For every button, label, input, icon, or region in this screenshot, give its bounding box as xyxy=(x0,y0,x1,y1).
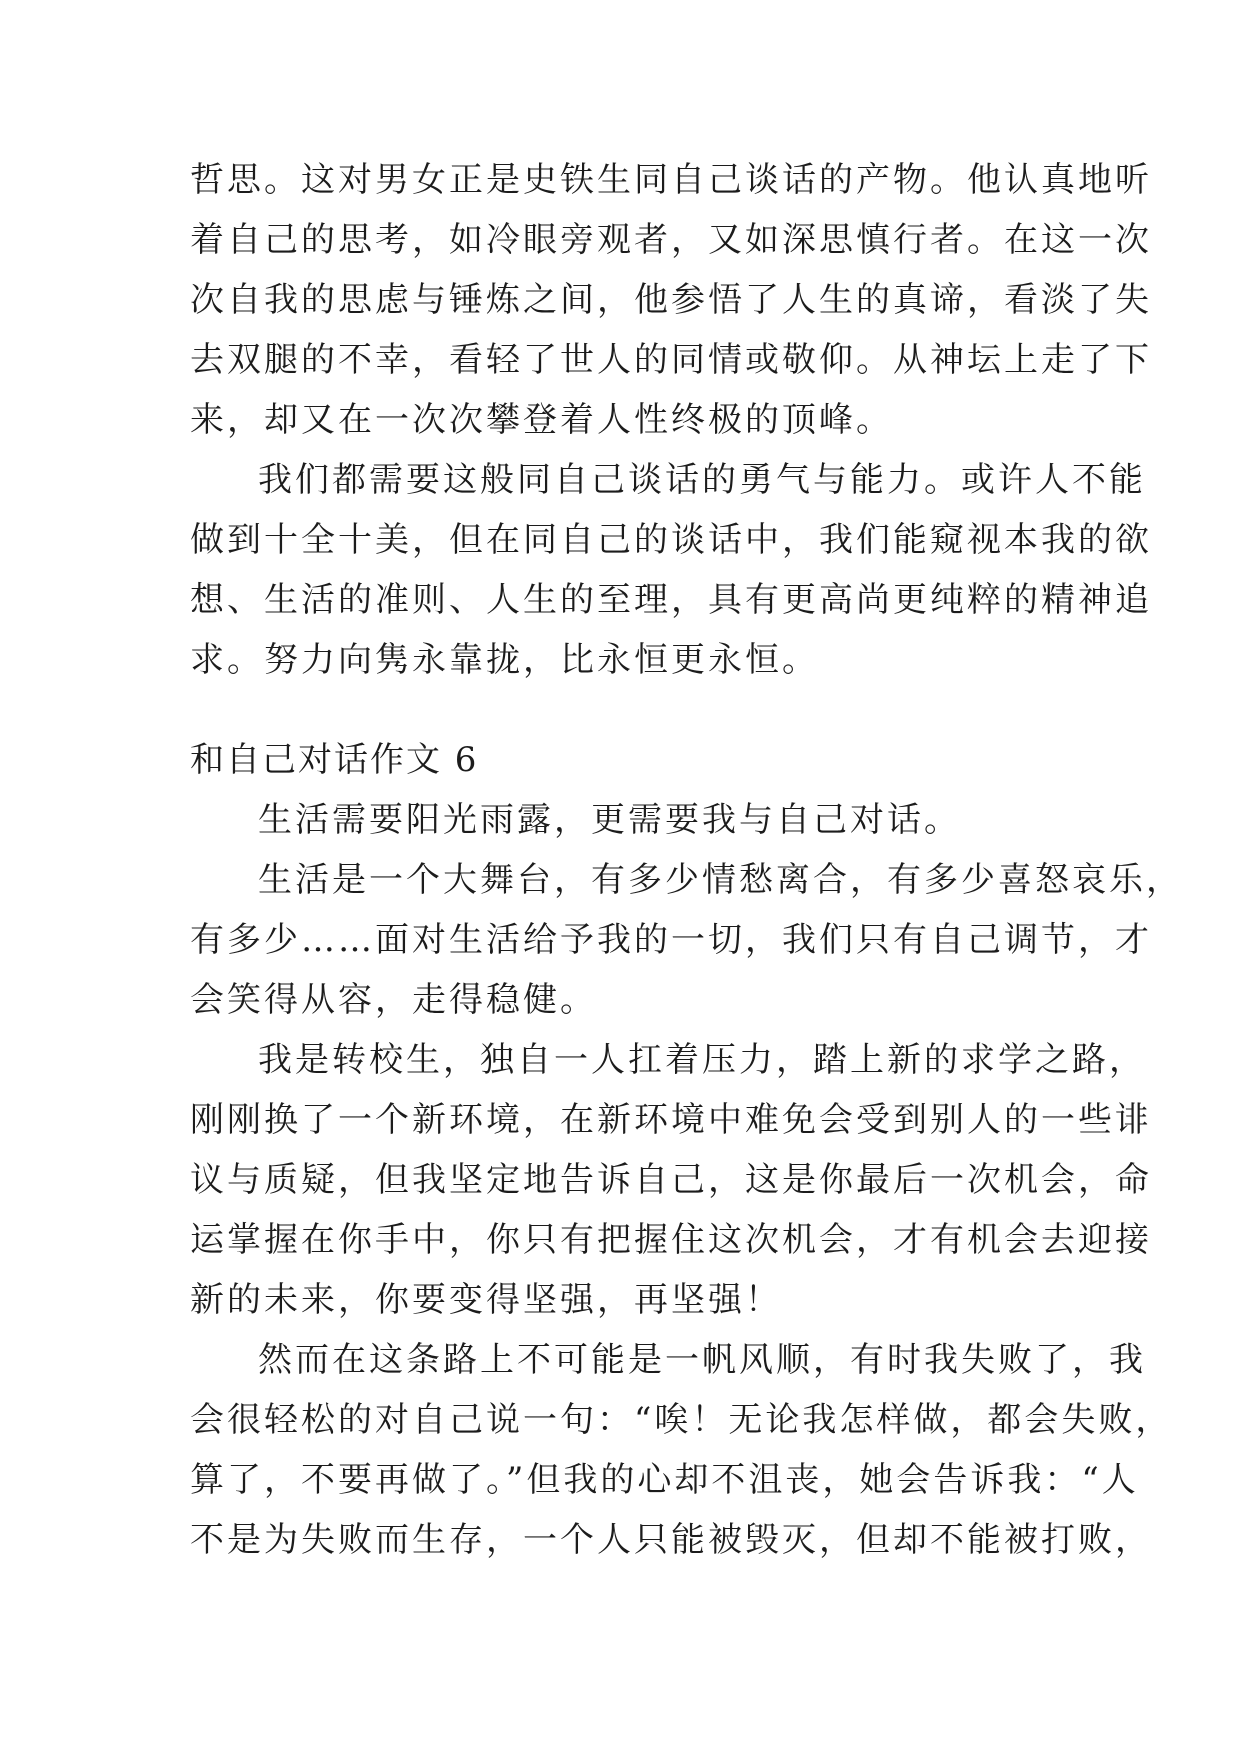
text-line: 做到十全十美，但在同自己的谈话中，我们能窥视本我的欲 xyxy=(190,520,1152,560)
text-line: 新的未来，你要变得坚强，再坚强！ xyxy=(190,1280,782,1320)
section-gap xyxy=(190,690,1050,730)
text-line: 想、生活的准则、人生的至理，具有更高尚更纯粹的精神追 xyxy=(190,580,1152,620)
text-line: 算了，不要再做了。”但我的心却不沮丧，她会告诉我：“人 xyxy=(190,1460,1139,1500)
text-line: 哲思。这对男女正是史铁生同自己谈话的产物。他认真地听 xyxy=(190,160,1152,200)
text-line: 去双腿的不幸，看轻了世人的同情或敬仰。从神坛上走了下 xyxy=(190,340,1152,380)
text-line: 求。努力向隽永靠拢，比永恒更永恒。 xyxy=(190,640,819,680)
text-line: 我们都需要这般同自己谈话的勇气与能力。或许人不能 xyxy=(258,460,1146,500)
paragraph-4 xyxy=(190,850,1183,1030)
paragraph-5 xyxy=(190,1030,1152,1330)
text-line: 生活需要阳光雨露，更需要我与自己对话。 xyxy=(258,800,961,840)
paragraph-3 xyxy=(190,790,1050,850)
text-line: 会很轻松的对自己说一句：“唉！无论我怎样做，都会失败， xyxy=(190,1400,1173,1440)
text-line: 次自我的思虑与锤炼之间，他参悟了人生的真谛，看淡了失 xyxy=(190,280,1152,320)
text-line: 运掌握在你手中，你只有把握住这次机会，才有机会去迎接 xyxy=(190,1220,1152,1260)
section-title: 和自己对话作文 6 xyxy=(190,740,479,780)
text-line: 着自己的思考，如冷眼旁观者，又如深思慎行者。在这一次 xyxy=(190,220,1152,260)
text-line: 我是转校生，独自一人扛着压力，踏上新的求学之路， xyxy=(258,1040,1146,1080)
text-line: 刚刚换了一个新环境，在新环境中难免会受到别人的一些诽 xyxy=(190,1100,1152,1140)
text-line: 然而在这条路上不可能是一帆风顺，有时我失败了，我 xyxy=(258,1340,1146,1380)
paragraph-1 xyxy=(190,150,1152,450)
paragraph-2 xyxy=(190,450,1152,690)
text-line: 生活是一个大舞台，有多少情愁离合，有多少喜怒哀乐， xyxy=(258,860,1183,900)
document-body xyxy=(190,150,1183,1570)
text-line: 会笑得从容，走得稳健。 xyxy=(190,980,597,1020)
paragraph-6 xyxy=(190,1330,1173,1570)
text-line: 议与质疑，但我坚定地告诉自己，这是你最后一次机会，命 xyxy=(190,1160,1152,1200)
text-line: 来，却又在一次次攀登着人性终极的顶峰。 xyxy=(190,400,893,440)
text-line: 不是为失败而生存，一个人只能被毁灭，但却不能被打败， xyxy=(190,1520,1152,1560)
text-line: 有多少……面对生活给予我的一切，我们只有自己调节，才 xyxy=(190,920,1152,960)
